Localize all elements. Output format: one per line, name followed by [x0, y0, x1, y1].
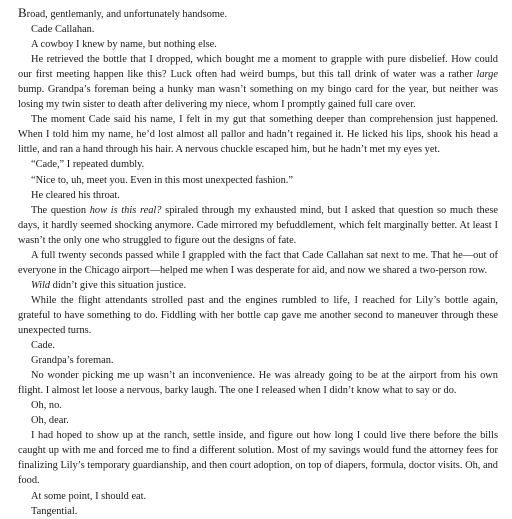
text-run: bump. Grandpa’s foreman being a hunky man wasn’t something on my bingo card for the year, but neither was losing my twin sister to death after delivering my niece, whom I promptly gained full care over.	[18, 84, 498, 111]
paragraph	[18, 173, 498, 188]
italic-run: large	[476, 69, 498, 81]
paragraph	[18, 293, 498, 338]
text-run: Oh, no.	[31, 400, 62, 412]
paragraph	[18, 5, 498, 22]
paragraph	[18, 22, 498, 37]
text-run: “Cade,” I repeated dumbly.	[31, 159, 145, 171]
paragraph	[18, 428, 498, 488]
paragraph	[18, 188, 498, 203]
paragraph	[18, 353, 498, 368]
paragraph	[18, 248, 498, 278]
text-run: Cade.	[31, 340, 55, 352]
text-run: I had hoped to show up at the ranch, settle inside, and figure out how long I could live there before the bills caught up with me and forced me to find a different solution. Most of my savings would fund the attorney fees for finalizing Lily’s temporary guardianship, and then court adoption, on top of diapers, formula, doctor visits. Oh, and food.	[18, 430, 498, 487]
text-run: didn’t give this situation justice.	[50, 279, 187, 291]
text-run: The question	[31, 204, 90, 216]
paragraph	[18, 52, 498, 112]
paragraph	[18, 413, 498, 428]
paragraph	[18, 278, 498, 293]
paragraph	[18, 112, 498, 157]
paragraph	[18, 338, 498, 353]
text-run: He retrieved the bottle that I dropped, which bought me a moment to grapple with pure disbelief. How could our first meeting happen like this? Luck often had weird bumps, but this tall drink of water was a rather	[18, 54, 498, 81]
paragraph	[18, 157, 498, 172]
text-run: Oh, dear.	[31, 415, 69, 427]
italic-run: Wild	[31, 279, 51, 291]
text-run: A cowboy I knew by name, but nothing else.	[31, 39, 217, 51]
paragraph	[18, 203, 498, 248]
italic-run: how is this real?	[89, 204, 162, 216]
paragraph	[18, 368, 498, 398]
text-run: He cleared his throat.	[31, 189, 120, 201]
text-run: spiraled through my exhausted mind, but I asked that question so much these days, it hardly seemed shocking anymore. Cade mirrored my befuddlement, which felt marginally better. At least I wasn’t the only one who struggled to figure out the designs of fate.	[18, 204, 499, 246]
text-run: Broad, gentlemanly, and unfortunately handsome.	[18, 5, 228, 20]
text-run: Tangential.	[31, 505, 78, 517]
text-run: Grandpa’s foreman.	[31, 355, 114, 367]
text-run: The moment Cade said his name, I felt in my gut that something deeper than comprehension just happened. When I told him my name, he’d lost almost all pallor and hadn’t regained it. He licked his lips, shook his head a little, and ran a hand through his hair. A nervous chuckle escaped him, but he hadn’t met my eyes yet.	[18, 114, 498, 156]
paragraph	[18, 489, 498, 504]
text-run: At some point, I should eat.	[31, 490, 147, 502]
paragraph	[18, 398, 498, 413]
paragraph	[18, 504, 498, 519]
text-run: A full twenty seconds passed while I grappled with the fact that Cade Callahan sat next to me. That he—out of everyone in the Chicago airport—helped me when I was desperate for aid, and now we shared a two-person row.	[18, 249, 498, 276]
text-run: No wonder picking me up wasn’t an inconvenience. He was already going to be at the airport from his own flight. I almost let loose a nervous, barky laugh. The one I released when I didn’t know what to say or do.	[18, 370, 498, 397]
text-run: While the flight attendants strolled past and the engines rumbled to life, I reached for Lily’s bottle again, grateful to have something to do. Fiddling with her bottle cap gave me another second to maneuver through these unexpected turns.	[18, 294, 498, 336]
text-run: Cade Callahan.	[31, 24, 95, 36]
text-run: “Nice to, uh, meet you. Even in this most unexpected fashion.”	[31, 174, 294, 186]
paragraph	[18, 37, 498, 52]
